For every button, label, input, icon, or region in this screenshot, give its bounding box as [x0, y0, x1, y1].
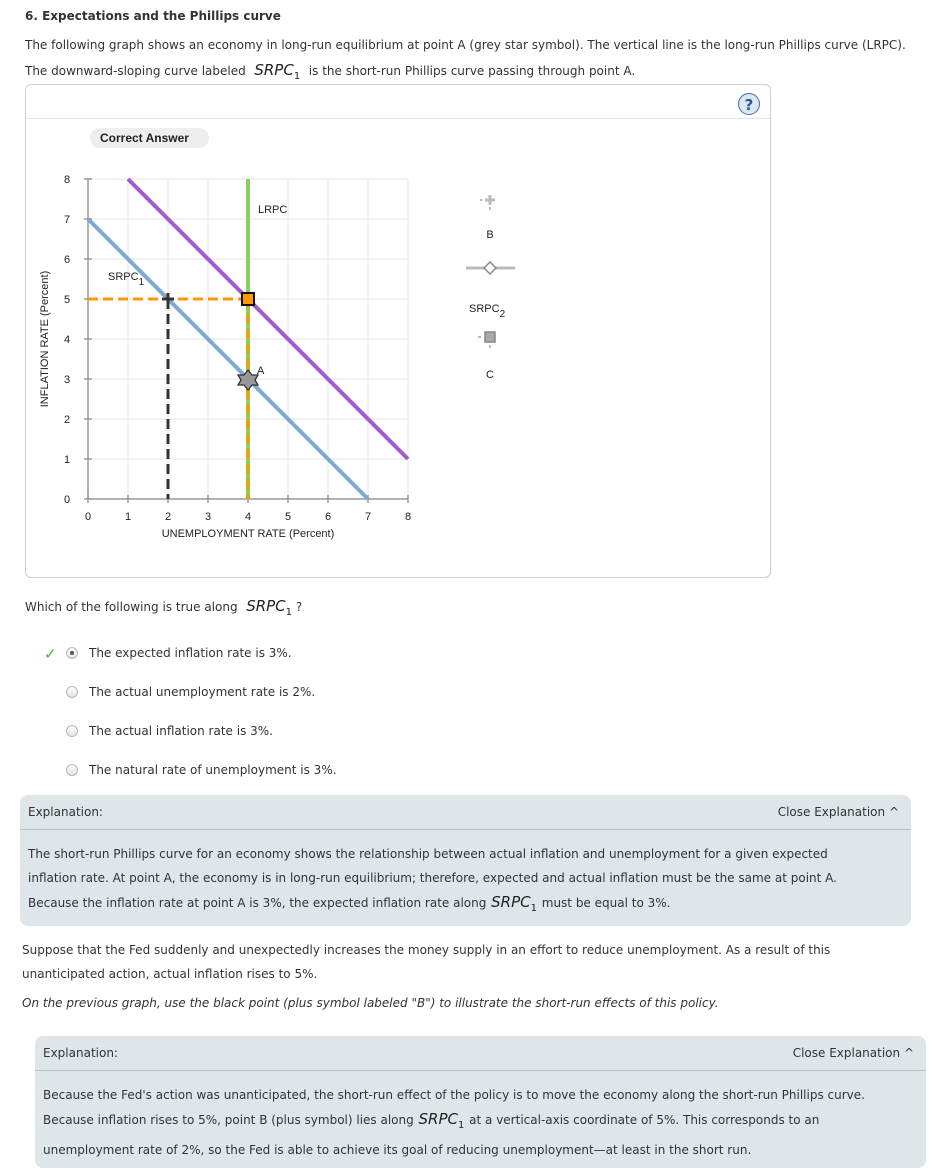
intro-line-1: The following graph shows an economy in long-run equilibrium at point A (grey star symbol). The vertical line is the long-run Phillips curve (LRPC).	[25, 38, 906, 52]
phillips-curve-chart	[0, 0, 948, 580]
svg-text:3: 3	[63, 374, 71, 386]
palette-point-c-square-icon[interactable]	[478, 332, 495, 348]
option-actual-inflation[interactable]: The actual inflation rate is 3%.	[66, 724, 273, 738]
explanation-panel-2	[35, 1036, 926, 1168]
svg-text:0: 0	[84, 511, 92, 523]
explanation-panel-1	[20, 795, 911, 926]
intro-text: is the short-run Phillips curve passing through point A.	[308, 64, 636, 78]
svg-text:8: 8	[404, 511, 412, 523]
srpc1-line	[88, 219, 368, 499]
palette-c-label: C	[486, 369, 494, 381]
srpc2-line	[128, 179, 408, 459]
option-natural-rate[interactable]: The natural rate of unemployment is 3%.	[66, 763, 337, 777]
svg-text:6: 6	[63, 254, 71, 266]
srpc1-label: SRPC1	[108, 271, 145, 288]
close-explanation-button[interactable]: Close Explanation ^	[777, 805, 899, 819]
radio-button[interactable]	[66, 725, 78, 737]
svg-text:0: 0	[63, 494, 71, 506]
point-c-square-icon	[242, 293, 254, 305]
svg-text:6: 6	[324, 511, 332, 523]
explanation-label: Explanation:	[28, 805, 103, 819]
y-axis-label: INFLATION RATE (Percent)	[39, 270, 51, 408]
radio-button[interactable]	[66, 647, 78, 659]
svg-text:5: 5	[284, 511, 292, 523]
palette-srpc2-line-icon[interactable]	[466, 262, 515, 274]
svg-text:7: 7	[63, 214, 71, 226]
svg-text:4: 4	[244, 511, 252, 523]
svg-text:2: 2	[164, 511, 172, 523]
explanation-header	[35, 1036, 926, 1071]
srpc1-math: $SRPC_1$	[254, 61, 301, 82]
option-expected-inflation[interactable]: The expected inflation rate is 3%.	[66, 646, 292, 660]
explanation-label: Explanation:	[43, 1046, 118, 1060]
x-tick-labels	[85, 511, 411, 523]
correct-check-icon: ✓	[44, 645, 57, 663]
lrpc-label: LRPC	[258, 204, 288, 216]
palette-b-label: B	[486, 229, 494, 241]
close-explanation-button[interactable]: Close Explanation ^	[792, 1046, 914, 1060]
svg-text:8: 8	[63, 174, 71, 186]
y-tick-labels	[64, 174, 70, 506]
explanation-header	[20, 795, 911, 830]
svg-text:3: 3	[204, 511, 212, 523]
option-actual-unemployment[interactable]: The actual unemployment rate is 2%.	[66, 685, 315, 699]
explanation-body: Because the Fed's action was unanticipated, the short-run effect of the policy is to move the economy along the short-run Phillips curve. Because inflation rises to 5%, point B (plus symbol) lies along $SRPC_1$ at a vertical-axis coordinate of 5%. This corresponds to an unemployment rate of 2%, so the Fed is able to achieve its goal of reducing unemployment—at least in the short run.	[43, 1088, 865, 1157]
radio-button[interactable]	[66, 764, 78, 776]
help-button[interactable]: ?	[738, 93, 760, 115]
point-a-label: A	[257, 365, 265, 377]
palette-point-b-plus-icon[interactable]	[480, 195, 495, 210]
svg-text:1: 1	[124, 511, 132, 523]
correct-answer-badge: Correct Answer	[90, 128, 209, 148]
svg-text:7: 7	[364, 511, 372, 523]
part2-text: Suppose that the Fed suddenly and unexpectedly increases the money supply in an effort to reduce unemployment. As a result of this unanticipated action, actual inflation rises to 5%.	[22, 943, 831, 981]
svg-text:1: 1	[63, 454, 71, 466]
part2-instruction: On the previous graph, use the black point (plus symbol labeled "B") to illustrate the short-run effects of this policy.	[22, 996, 719, 1010]
svg-text:5: 5	[63, 294, 71, 306]
radio-button[interactable]	[66, 686, 78, 698]
x-axis-label: UNEMPLOYMENT RATE (Percent)	[161, 528, 335, 540]
question-prompt: Which of the following is true along $SRPC_1$ ?	[25, 597, 303, 618]
svg-text:2: 2	[63, 414, 71, 426]
palette-srpc2-label: SRPC2	[469, 303, 506, 320]
question-title: 6. Expectations and the Phillips curve	[25, 9, 281, 23]
svg-text:4: 4	[63, 334, 71, 346]
srpc1-math: $SRPC_1$	[246, 597, 293, 618]
palette[interactable]	[466, 195, 515, 381]
explanation-body: The short-run Phillips curve for an economy shows the relationship between actual inflation and unemployment for a given expected inflation rate. At point A, the economy is in long-run equilibrium; therefore, expected and actual inflation must be the same at point A. Because the inflation rate at point A is 3%, the expected inflation rate along $SRPC_1$ must be equal to 3%.	[28, 847, 837, 914]
intro-text: The downward-sloping curve labeled	[25, 64, 246, 78]
